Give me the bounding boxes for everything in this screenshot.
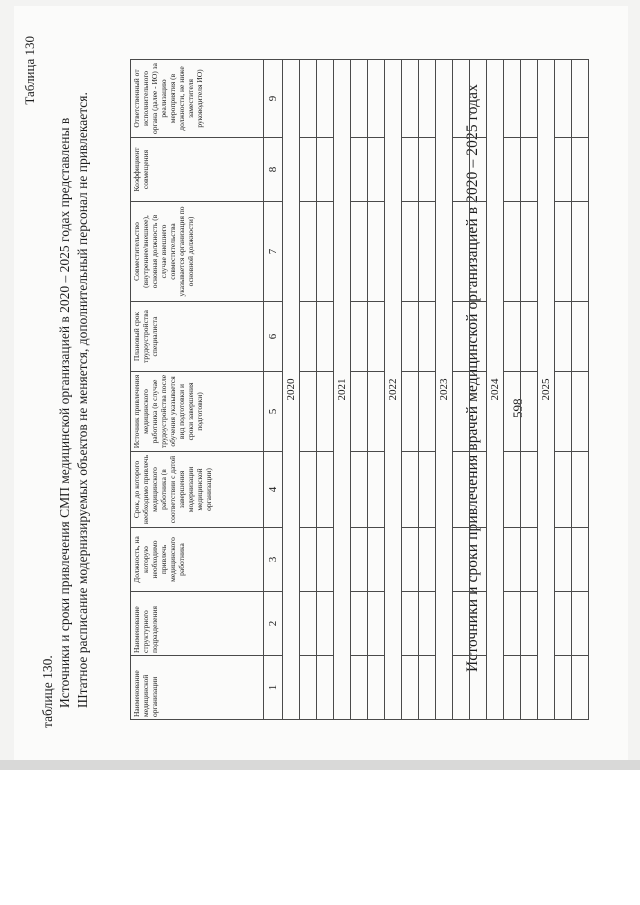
year-label: 2023	[436, 60, 453, 720]
table-row	[402, 60, 419, 720]
header-cell: Наименование медицинской организации	[131, 656, 264, 720]
header-cell: Срок, до которого необходимо привлечь медицинского работника (в соответствии с датой завершения модернизации медицинской организации)	[131, 452, 264, 528]
table-row	[470, 60, 487, 720]
year-label: 2020	[283, 60, 300, 720]
column-number: 9	[264, 60, 283, 138]
header-cell: Должность, на которую необходимо привлечь медицинского работника	[131, 528, 264, 592]
year-row	[436, 60, 453, 720]
year-row	[334, 60, 351, 720]
paragraph-sources-continued: таблице 130.	[40, 655, 55, 728]
table-number-label: Таблица 130	[22, 36, 37, 105]
table-row	[572, 60, 589, 720]
table-row	[368, 60, 385, 720]
column-number: 3	[264, 528, 283, 592]
table-row	[419, 60, 436, 720]
page-sheet	[14, 6, 628, 761]
table-header-row	[131, 60, 264, 720]
year-row	[538, 60, 555, 720]
column-number-row	[264, 60, 283, 720]
recruitment-table	[130, 59, 589, 720]
column-number: 4	[264, 452, 283, 528]
column-number: 5	[264, 372, 283, 452]
table-row	[453, 60, 470, 720]
year-row	[283, 60, 300, 720]
header-cell: Коэффициент совмещения	[131, 138, 264, 202]
table-row	[300, 60, 317, 720]
rotated-page-content	[20, 28, 552, 748]
scan-edge-strip	[0, 760, 640, 770]
header-cell: Ответственный от исполнительного органа (далее - ИО) за реализацию мероприятия (в должности, не ниже заместителя руководителя ИО)	[131, 60, 264, 138]
column-number: 2	[264, 592, 283, 656]
year-row	[487, 60, 504, 720]
year-label: 2021	[334, 60, 351, 720]
header-cell: Совместительство (внутреннее/внешнее), основная должность (в случае внешнего совместительства указывается организация по основной должности)	[131, 202, 264, 302]
year-label: 2022	[385, 60, 402, 720]
table-title: Источники и сроки привлечения врачей медицинской организацией в 2020 – 2025 годах	[464, 84, 481, 672]
table-row	[351, 60, 368, 720]
column-number: 7	[264, 202, 283, 302]
header-cell: Источник привлечения медицинского работника (в случае трудоустройства после обучения указывается вид подготовки и сроки завершения подготовки)	[131, 372, 264, 452]
column-number: 6	[264, 302, 283, 372]
header-cell: Наименование структурного подразделения	[131, 592, 264, 656]
year-label: 2024	[487, 60, 504, 720]
page-number: 598	[510, 398, 525, 418]
year-label: 2025	[538, 60, 555, 720]
table-row	[555, 60, 572, 720]
year-row	[385, 60, 402, 720]
header-cell: Плановый срок трудоустройства специалиста	[131, 302, 264, 372]
column-number: 1	[264, 656, 283, 720]
table-row	[504, 60, 521, 720]
table-row	[317, 60, 334, 720]
column-number: 8	[264, 138, 283, 202]
paragraph-sources: Источники и сроки привлечения СМП медицинской организацией в 2020 – 2025 годах представлены в	[57, 117, 72, 708]
table-row	[521, 60, 538, 720]
paragraph-staffing: Штатное расписание модернизируемых объектов не меняется, дополнительный персонал не привлекается.	[75, 92, 90, 708]
